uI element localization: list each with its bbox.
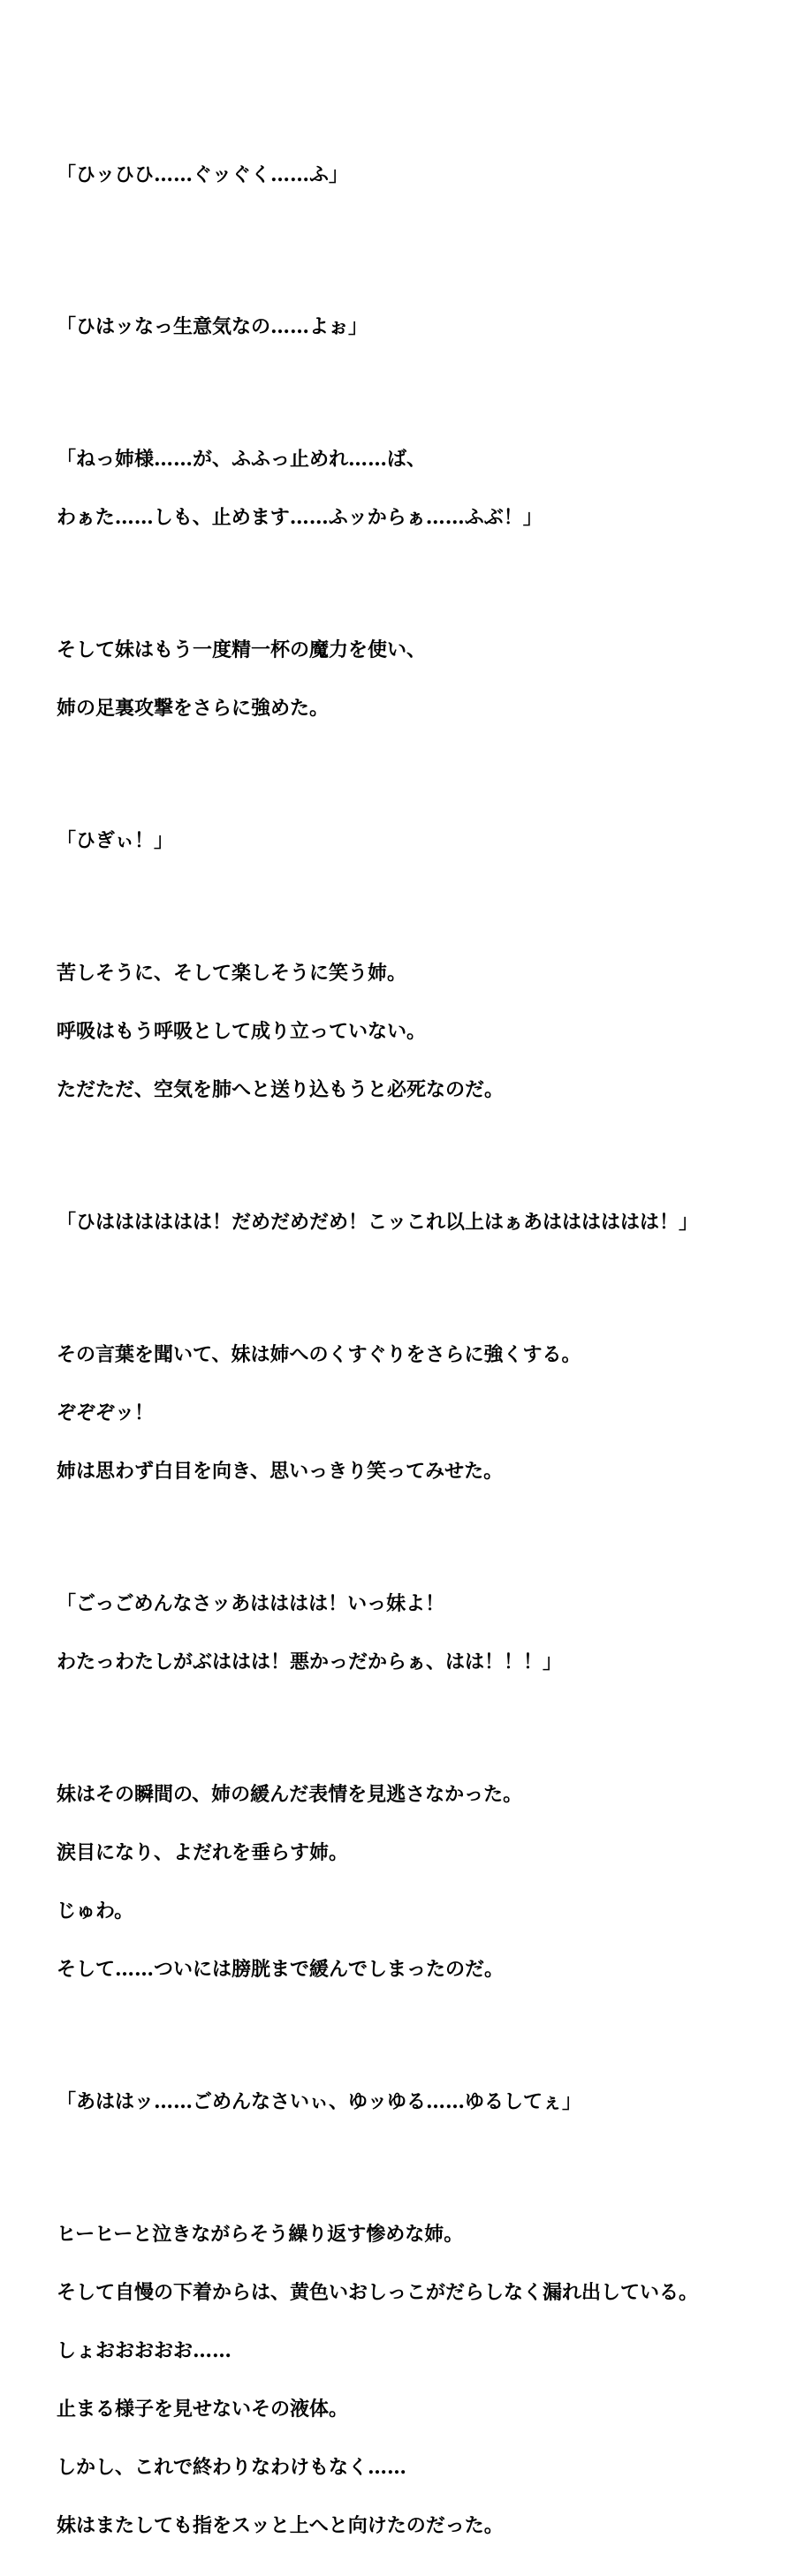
text-line: しょおおおおお……: [57, 2339, 232, 2362]
narration-paragraph: [57, 925, 790, 1138]
text-line: 苦しそうに、そして楽しそうに笑う姉。: [57, 962, 407, 985]
dialogue-paragraph: [57, 278, 790, 375]
paragraph-gap: [57, 2018, 790, 2053]
dialogue-paragraph: [57, 411, 790, 566]
text-line: 妹はその瞬間の、姉の緩んだ表情を見逃さなかった。: [57, 1783, 523, 1806]
text-line: しかし、これで終わりなわけもなく……: [57, 2456, 407, 2479]
text-line: そして妹はもう一度精一杯の魔力を使い、: [57, 638, 427, 661]
dialogue-paragraph: [57, 126, 790, 223]
text-line: わたっわたしがぶははは！悪かっだからぁ、はは！！！」: [57, 1651, 563, 1673]
paragraph-gap: [57, 1271, 790, 1306]
narration-paragraph: [57, 1746, 790, 2018]
dialogue-paragraph: [57, 1174, 790, 1271]
text-line: 「ひぎぃ！」: [57, 829, 174, 852]
text-line: 「ひッひひ……ぐッぐく……ふ」: [57, 163, 349, 186]
dialogue-paragraph: [57, 792, 790, 889]
paragraph-gap: [57, 757, 790, 792]
narration-paragraph: [57, 601, 790, 757]
dialogue-paragraph: [57, 2053, 790, 2150]
paragraph-gap: [57, 889, 790, 925]
text-line: そして……ついには膀胱まで緩んでしまったのだ。: [57, 1958, 505, 1981]
text-line: 「ねっ姉様……が、ふふっ止めれ……ば、: [57, 448, 427, 471]
narration-paragraph: [57, 1306, 790, 1520]
text-line: 姉は思わず白目を向き、思いっきり笑ってみせた。: [57, 1460, 504, 1483]
text-line: 「ごっごめんなさッあはははは！いっ妹よ！: [57, 1592, 445, 1615]
text-line: 呼吸はもう呼吸として成り立っていない。: [57, 1020, 427, 1043]
text-line: じゅわ。: [57, 1900, 134, 1923]
paragraph-gap: [57, 1138, 790, 1174]
narration-paragraph: [57, 2186, 790, 2574]
story-text: [57, 126, 790, 2574]
text-line: 「あははッ……ごめんなさいぃ、ゆッゆる……ゆるしてぇ」: [57, 2090, 582, 2113]
paragraph-gap: [57, 1520, 790, 1555]
dialogue-paragraph: [57, 1555, 790, 1711]
paragraph-gap: [57, 1711, 790, 1746]
text-line: 「ひはははははは！だめだめだめ！こッこれ以上はぁあはははははは！」: [57, 1211, 699, 1234]
text-line: わぁた……しも、止めます……ふッからぁ……ふぶ！」: [57, 506, 543, 529]
paragraph-gap: [57, 2150, 790, 2186]
paragraph-gap: [57, 566, 790, 601]
text-line: 姉の足裏攻撃をさらに強めた。: [57, 697, 330, 720]
paragraph-gap: [57, 375, 790, 411]
paragraph-gap: [57, 223, 790, 278]
text-line: ヒーヒーと泣きながらそう繰り返す惨めな姉。: [57, 2223, 464, 2246]
text-line: その言葉を聞いて、妹は姉へのくすぐりをさらに強くする。: [57, 1343, 581, 1366]
text-line: 「ひはッなっ生意気なの……よぉ」: [57, 315, 368, 338]
text-line: 涙目になり、よだれを垂らす姉。: [57, 1841, 349, 1864]
text-line: 止まる様子を見せないその液体。: [57, 2398, 349, 2421]
text-line: ただただ、空気を肺へと送り込もうと必死なのだ。: [57, 1078, 505, 1101]
text-line: ぞぞぞッ！: [57, 1401, 155, 1424]
text-line: 妹はまたしても指をスッと上へと向けたのだった。: [57, 2514, 504, 2537]
text-line: そして自慢の下着からは、黄色いおしっこがだらしなく漏れ出している。: [57, 2281, 699, 2304]
